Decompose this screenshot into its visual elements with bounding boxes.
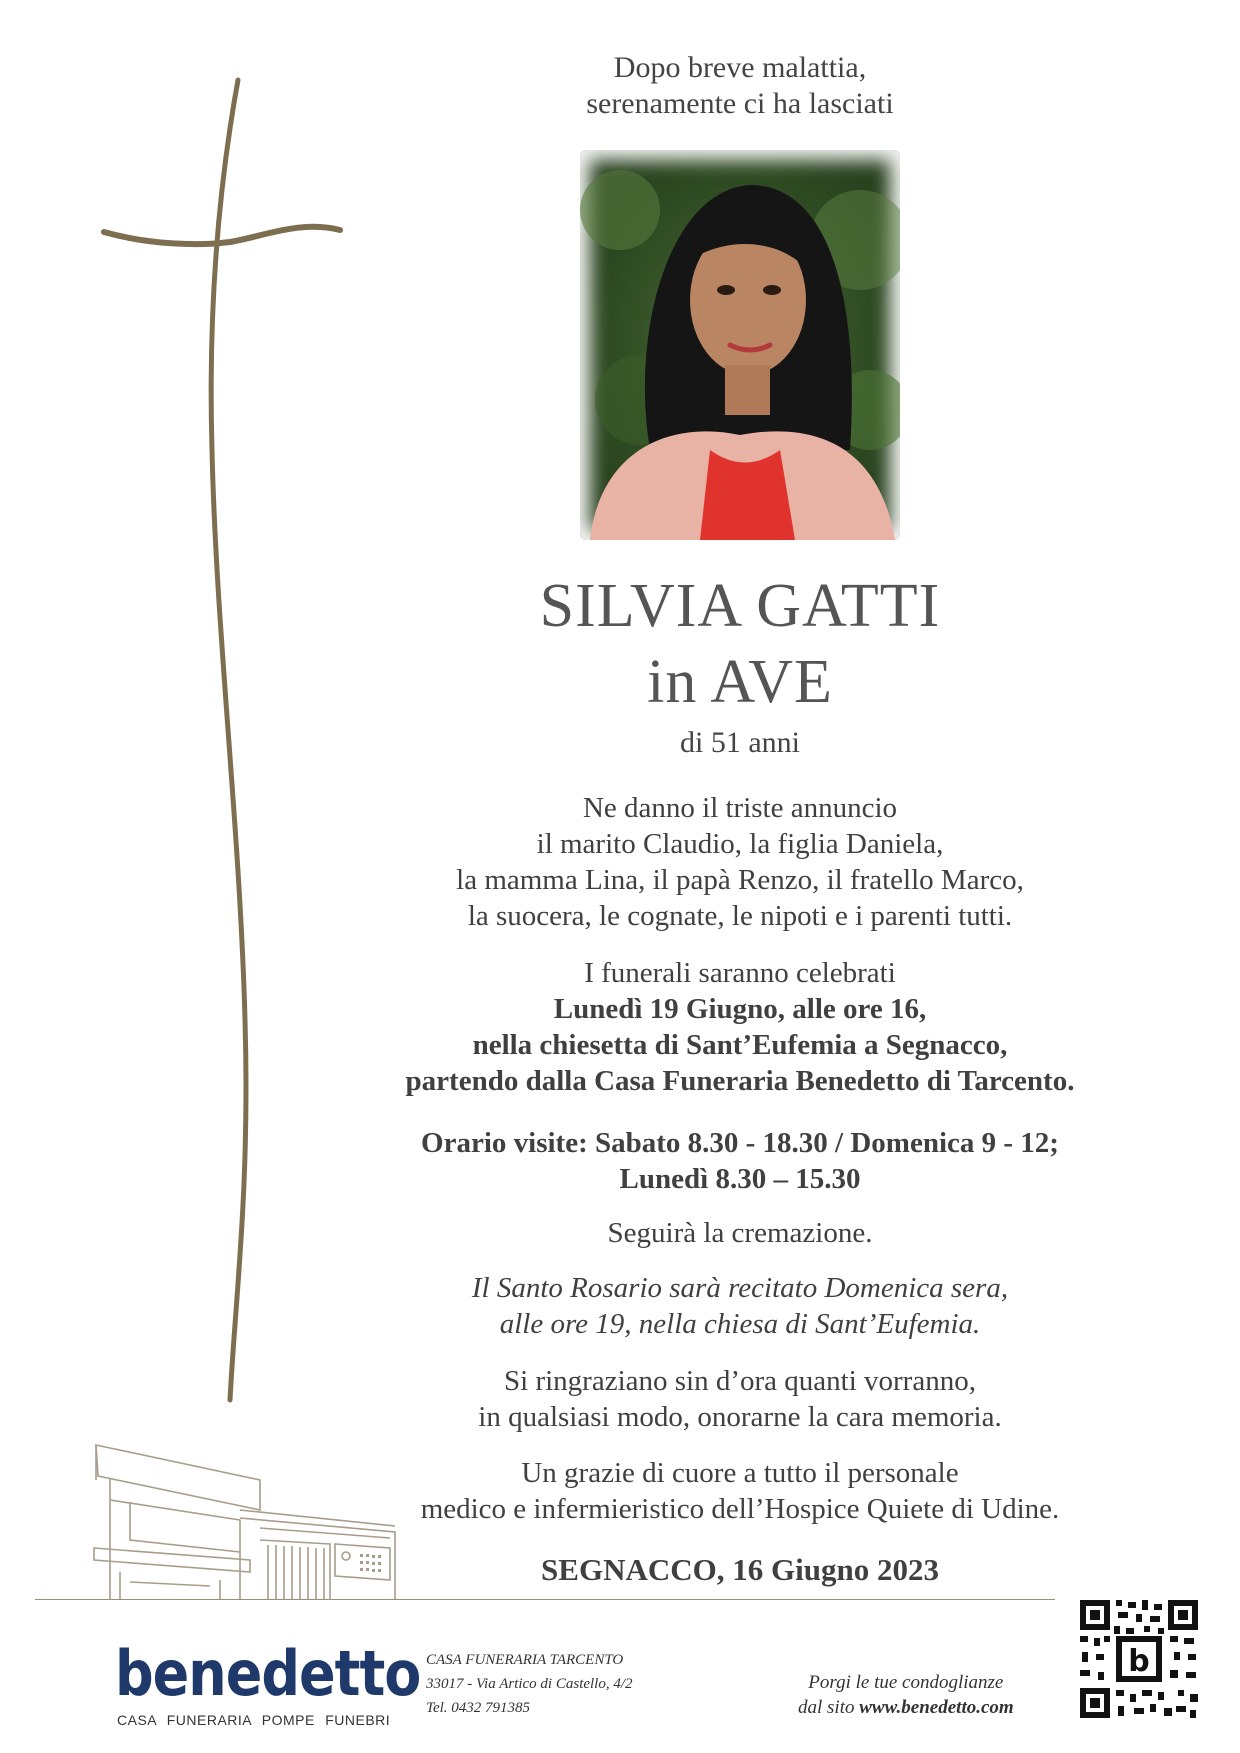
intro-text [340, 50, 1140, 122]
thanks-line-1: Si ringraziano sin d’ora quanti vorranno, [504, 1365, 976, 1397]
announcement-line: la mamma Lina, il papà Renzo, il fratello Marco, [456, 864, 1024, 896]
visiting-line-2: Lunedì 8.30 – 15.30 [619, 1163, 861, 1195]
logo-subtitle: CASA FUNERARIA POMPE FUNEBRI [117, 1712, 391, 1728]
condolence-prefix: dal sito [798, 1697, 860, 1718]
rosary-line-2: alle ore 19, nella chiesa di Sant’Eufemia. [499, 1308, 981, 1340]
funeral-detail: Lunedì 19 Giugno, alle ore 16, [553, 993, 927, 1025]
condolence-note [798, 1670, 1014, 1720]
rosary-line-1: Il Santo Rosario sarà recitato Domenica sera, [471, 1272, 1009, 1304]
announcement-line: la suocera, le cognate, le nipoti e i parenti tutti. [467, 900, 1013, 932]
funeral-intro: I funerali saranno celebrati [584, 957, 896, 989]
visiting-hours [340, 1125, 1140, 1197]
portrait-illustration [580, 150, 900, 540]
funeral-detail: partendo dalla Casa Funeraria Benedetto di Tarcento. [405, 1065, 1075, 1097]
condolence-line-2 [798, 1695, 1014, 1720]
name-line-2: in AVE [647, 648, 833, 716]
funeral-home-address [426, 1648, 633, 1720]
cremation-note: Seguirà la cremazione. [607, 1217, 873, 1249]
cross-icon [90, 70, 350, 1410]
gratitude-line-2: medico e infermieristico dell’Hospice Quiete di Udine. [420, 1493, 1060, 1525]
address-line-3: Tel. 0432 791385 [426, 1700, 531, 1716]
visiting-line-1: Orario visite: Sabato 8.30 - 18.30 / Domenica 9 - 12; [421, 1127, 1059, 1159]
rosary-note [340, 1270, 1140, 1342]
gratitude-line-1: Un grazie di cuore a tutto il personale [521, 1457, 959, 1489]
svg-text:b: b [1128, 1644, 1150, 1679]
condolence-line-1: Porgi le tue condoglianze [808, 1672, 1004, 1693]
funeral-paragraph [340, 955, 1140, 1099]
address-line-1: CASA FUNERARIA TARCENTO [426, 1652, 624, 1668]
announcement-line: Ne danno il triste annuncio [582, 792, 898, 824]
funeral-detail: nella chiesetta di Sant’Eufemia a Segnacco, [472, 1029, 1008, 1061]
portrait-photo [580, 150, 900, 540]
place-date: SEGNACCO, 16 Giugno 2023 [541, 1552, 939, 1587]
intro-line-1: Dopo breve malattia, [613, 51, 867, 84]
deceased-name [340, 568, 1140, 720]
deceased-age: di 51 anni [680, 726, 800, 759]
announcement-paragraph [340, 790, 1140, 934]
benedetto-logo: benedetto [115, 1637, 421, 1711]
name-line-1: SILVIA GATTI [539, 572, 941, 640]
condolence-link[interactable]: www.benedetto.com [859, 1697, 1014, 1718]
announcement-line: il marito Claudio, la figlia Daniela, [536, 828, 944, 860]
gratitude-paragraph [340, 1455, 1140, 1527]
qr-code[interactable] [1078, 1598, 1200, 1720]
intro-line-2: serenamente ci ha lasciati [586, 87, 894, 120]
footer-divider [35, 1599, 1055, 1600]
thanks-line-2: in qualsiasi modo, onorarne la cara memoria. [478, 1401, 1002, 1433]
address-line-2: 33017 - Via Artico di Castello, 4/2 [426, 1676, 633, 1692]
thanks-paragraph [340, 1363, 1140, 1435]
